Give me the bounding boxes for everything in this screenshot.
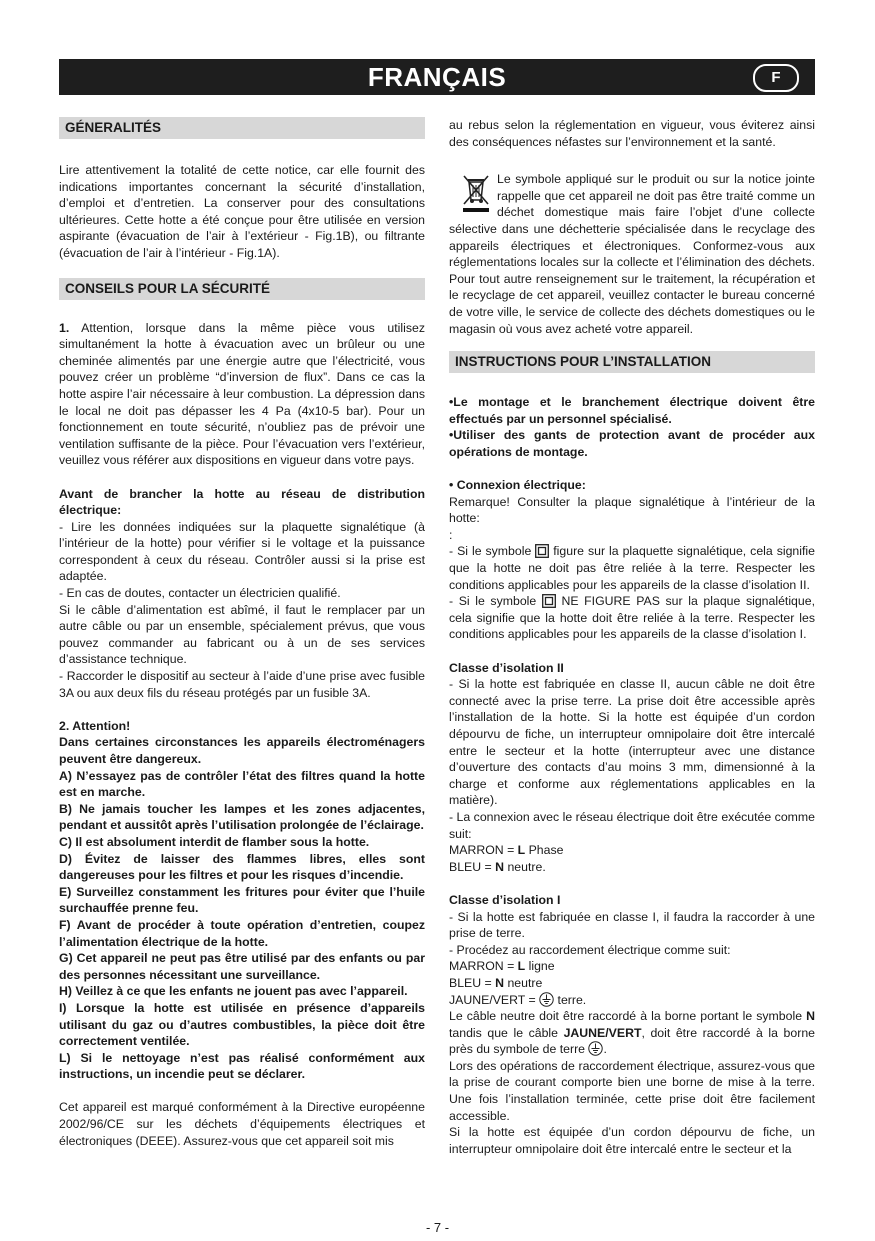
paragraph-remarque: Remarque! Consulter la plaque signalétique à l’intérieur de la hotte: — [449, 494, 815, 526]
page-title: FRANÇAIS — [367, 62, 507, 92]
double-insulation-icon — [535, 544, 549, 558]
paragraph-cable-neutre: Le câble neutre doit être raccordé à la borne portant le symbole N tandis que le câble JAUNE/VERT, doit être raccordé à la borne près du symbole de terre . — [449, 1009, 815, 1057]
paragraph-connexion-reseau: - La connexion avec le réseau électrique doit être exécutée comme suit: — [449, 809, 815, 841]
earth-ground-icon — [588, 1041, 603, 1056]
language-banner — [59, 59, 815, 95]
section-header-generalites: GÉNERALITÉS — [59, 117, 425, 139]
left-column — [59, 117, 425, 1149]
warning-item: L) Si le nettoyage n’est pas réalisé conformément aux instructions, un incendie peut se déclarer. — [59, 1050, 425, 1082]
section-header-securite: CONSEILS POUR LA SÉCURITÉ — [59, 278, 425, 300]
subheading-classe-1: Classe d’isolation I — [449, 892, 561, 907]
paragraph-classe-2: - Si la hotte est fabriquée en classe II, aucun câble ne doit être connecté avec la prise terre. La prise doit être accessible après l’installation de la hotte. Si la hotte est équipée d’un cordon dépourvu de fiche, un interrupteur omnipolaire doit être intercalé entre le secteur et la hotte (interrupteur avec une distance d’ouverture des contacts d’au moins 3 mm, dimensionné à la charge et conforme aux réglementations applicables en la matière). — [449, 677, 815, 808]
paragraph-plaquette: - Lire les données indiquées sur la plaquette signalétique (à l’intérieur de la hotte) pour vérifier si le voltage et la puissance correspondent à ceux du réseau. Contrôler aussi si la prise est adaptée. — [59, 519, 425, 584]
warning-item: Dans certaines circonstances les appareils électroménagers peuvent être dangereux. — [59, 735, 425, 766]
paragraph-rebus: au rebus selon la réglementation en vigueur, vous éviterez ainsi des conséquences néfastes sur l’environnement et la santé. — [449, 118, 815, 149]
warning-item: B) Ne jamais toucher les lampes et les zones adjacentes, pendant et aussitôt après l’utilisation prolongée de l’éclairage. — [59, 801, 425, 833]
paragraph-fusible: - Raccorder le dispositif au secteur à l’aide d’une prise avec fusible 3A ou aux deux fils du réseau protégés par un fusible 3A. — [59, 669, 425, 700]
wire-jaune-vert: JAUNE/VERT = terre. — [449, 992, 587, 1007]
colon-line: : — [449, 527, 453, 542]
warning-item: A) N’essayez pas de contrôler l’état des filtres quand la hotte est en marche. — [59, 768, 425, 800]
subheading-classe-2: Classe d’isolation II — [449, 660, 564, 675]
paragraph-prise-terre: Lors des opérations de raccordement électrique, assurez-vous que la prise de courant comporte bien une borne de mise à la terre. Une fois l’installation terminée, cette prise doit être facilement accessible. — [449, 1058, 815, 1123]
page-number: - 7 - — [425, 1220, 450, 1235]
paragraph-symbol-class1: - Si le symbole NE FIGURE PAS sur la plaque signalétique, cela signifie que la hotte doit être reliée à la terre. Respecter les conditions applicables pour les appareils de la classe d’isolation I. — [449, 594, 815, 642]
subheading-connexion: • Connexion électrique: — [449, 478, 586, 493]
double-insulation-icon — [542, 594, 556, 608]
paragraph-classe-1: - Si la hotte est fabriquée en classe I, il faudra la raccorder à une prise de terre. — [449, 909, 815, 941]
warning-item: H) Veillez à ce que les enfants ne jouent pas avec l’appareil. — [59, 984, 408, 999]
wire-marron: MARRON = L Phase — [449, 843, 564, 858]
warning-item: F) Avant de procéder à toute opération d’entretien, coupez l’alimentation électrique de la hotte. — [59, 917, 425, 949]
subheading-avant-brancher: Avant de brancher la hotte au réseau de distribution électrique: — [59, 486, 425, 518]
section-header-installation: INSTRUCTIONS POUR L’INSTALLATION — [449, 351, 815, 373]
warning-item: D) Évitez de laisser des flammes libres, elles sont dangereuses pour les filtres et pour les risques d’incendie. — [59, 851, 425, 883]
wire-bleu: BLEU = N neutre. — [449, 859, 546, 874]
paragraph-raccordement: - Procédez au raccordement électrique comme suit: — [449, 942, 731, 957]
warning-item: E) Surveillez constamment les fritures pour éviter que l’huile surchauffée prenne feu. — [59, 884, 425, 916]
paragraph-safety-1: 1. Attention, lorsque dans la même pièce vous utilisez simultanément la hotte à évacuation avec un brûleur ou une cheminée alimentés par une énergie autre que l’électricité, vous pouvez créer un problème “d’inversion de flux”. Dans ce cas la hotte aspire l’air nécessaire à leur combustion. La dépression dans le local ne doit pas dépasser les 4 Pa (4x10-5 bar). Pour un fonctionnement en toute sécurité, n’oubliez pas de prévoir une ventilation suffisante de la pièce. Pour l’évacuation vers l’extérieur, veuillez vous référer aux dispositions en vigueur dans votre pays. — [59, 320, 425, 468]
paragraph-interrupteur: Si la hotte est équipée d’un cordon dépourvu de fiche, un interrupteur omnipolaire doit être intercalé entre le secteur et la — [449, 1125, 815, 1156]
paragraph-symbol-class2: - Si le symbole figure sur la plaquette signalétique, cela signifie que la hotte ne doit pas être reliée à la terre. Respecter les conditions applicables pour les appareils de la classe d’isolation II. — [449, 544, 815, 592]
paragraph-generalites: Lire attentivement la totalité de cette notice, car elle fournit des indications importantes concernant la sécurité d’installation, d’emploi et d’entretien. La conserver pour des consultations ultérieures. Cette hotte a été conçue pour être utilisée en version aspirante (évacuation de l’air à l’extérieur - Fig.1B), ou filtrante (évacuation de l’air à l’intérieur - Fig.1A). — [59, 163, 425, 260]
paragraph-doutes: - En cas de doutes, contacter un électricien qualifié. — [59, 586, 341, 601]
instruction-montage: •Le montage et le branchement électrique doivent être effectués par un personnel spécialisé. — [449, 395, 815, 426]
warning-item: G) Cet appareil ne peut pas être utilisé par des enfants ou par des personnes nécessitant une surveillance. — [59, 951, 425, 982]
warning-item: I) Lorsque la hotte est utilisée en présence d’appareils utilisant du gaz ou d’autres combustibles, la pièce doit être correctement ventilée. — [59, 1000, 425, 1049]
paragraph-weee: Le symbole appliqué sur le produit ou sur la notice jointe rappelle que cet appareil ne doit pas être traité comme un déchet domestique mais faire l’objet d’une collecte sélective dans une déchetterie spécialisée dans le recyclage des appareils électriques et électroniques. Conformez-vous aux réglementations locales sur la collecte et l’élimination des déchets. Pour tout autre renseignement sur le traitement, la récupération et le recyclage de cet appareil, veuillez contacter le bureau concerné de votre ville, le service de collecte des déchets domestiques ou le magasin où vous avez acheté votre appareil. — [449, 172, 815, 336]
right-column — [449, 117, 815, 1157]
earth-ground-icon — [539, 992, 554, 1007]
paragraph-deee: Cet appareil est marqué conformément à la Directive européenne 2002/96/CE sur les déchets d’équipements électriques et électroniques (DEEE). Assurez-vous que cet appareil soit mis — [59, 1100, 425, 1148]
instruction-gants: •Utiliser des gants de protection avant de procéder aux opérations de montage. — [449, 428, 815, 459]
wire-marron: MARRON = L ligne — [449, 959, 555, 974]
language-badge: F — [753, 64, 799, 92]
paragraph-cable: Si le câble d’alimentation est abîmé, il faut le remplacer par un autre câble ou par un ensemble, spécialement prévus, que vous pouvez commander au fabricant ou à un de ses services d’assistance technique. — [59, 602, 425, 667]
warning-item: C) Il est absolument interdit de flamber sous la hotte. — [59, 834, 370, 849]
subheading-attention: 2. Attention! — [59, 718, 131, 733]
weee-bin-icon — [459, 173, 493, 213]
wire-bleu: BLEU = N neutre — [449, 975, 543, 990]
